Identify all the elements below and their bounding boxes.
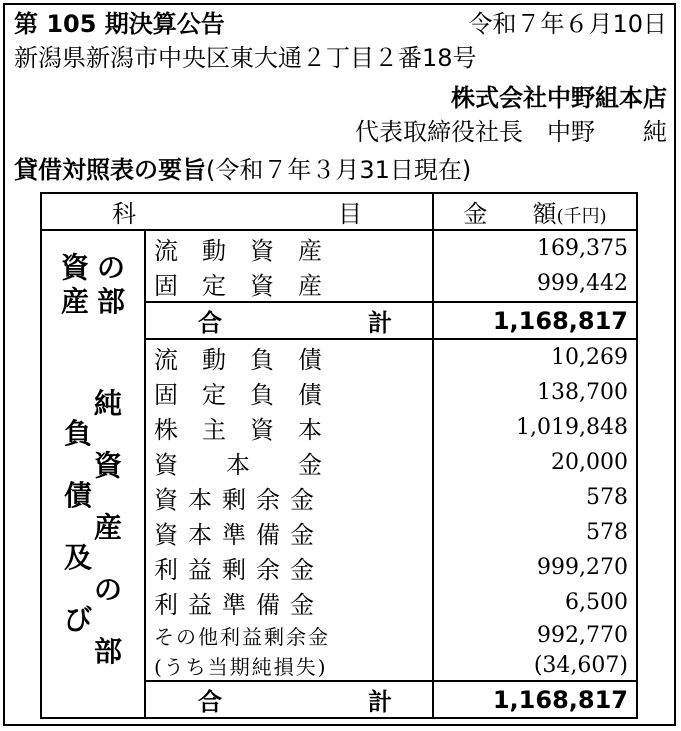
statement-heading [14,156,471,184]
liability-value: 138,700 [433,375,637,410]
liability-value: 10,269 [433,339,637,375]
subject-header-right: 目 [338,200,362,228]
subject-header [41,193,433,230]
equity-value: 578 [433,480,637,515]
total-left: 合 [198,309,222,337]
subject-header-left: 科 [112,200,136,228]
liability-label: 固 定 負 債 [154,381,322,409]
amount-header [433,193,637,230]
equity-value: (34,607) [433,650,637,681]
equity-label: 資本準備金 [154,521,324,549]
notice-title: 第 105 期決算公告 [14,10,225,38]
total-right: 計 [368,688,392,716]
equity-label: その他利益剰余金 [154,624,330,649]
statement-title: 貸借対照表の要旨 [14,156,206,184]
column-header-row [41,193,637,230]
balance-sheet-table [40,192,638,719]
notice-date: 令和７年６月10日 [468,10,667,38]
asset-value: 169,375 [433,230,637,266]
equity-value: 999,270 [433,550,637,585]
company-name: 株式会社中野組本店 [451,84,667,112]
total-left: 合 [198,688,222,716]
company-address: 新潟県新潟市中央区東大通２丁目２番18号 [14,44,477,72]
equity-value: 6,500 [433,585,637,620]
asset-row [41,230,637,266]
equity-label: 利益準備金 [154,591,324,619]
assets-section-label: 資 の 産 部 [41,230,145,339]
equity-label: (うち当期純損失) [154,654,328,679]
amount-header-left: 金 [463,200,488,228]
equity-label: 資 本 金 [154,451,322,479]
equity-label: 利益剰余金 [154,556,324,584]
statement-date: (令和７年３月31日現在) [206,156,472,184]
equity-value: 1,019,848 [433,410,637,445]
amount-header-right: 額 [532,200,557,228]
liabilities-section-label: 負 債 及 び 純 資 産 の 部 [41,339,145,718]
liabilities-total-value: 1,168,817 [433,681,637,718]
equity-value: 578 [433,515,637,550]
amount-unit: (千円) [556,206,607,227]
asset-label: 流 動 資 産 [154,237,322,265]
equity-value: 20,000 [433,445,637,480]
representative: 代表取締役社長 中野 純 [355,118,667,146]
equity-label: 株 主 資 本 [154,416,322,444]
assets-total-label [145,302,433,339]
asset-value: 999,442 [433,266,637,302]
total-right: 計 [368,309,392,337]
liability-row [41,339,637,375]
equity-label: 資本剰余金 [154,486,324,514]
equity-value: 992,770 [433,620,637,650]
liability-label: 流 動 負 債 [154,346,322,374]
liabilities-total-label [145,681,433,718]
asset-label: 固 定 資 産 [154,272,322,300]
assets-total-value: 1,168,817 [433,302,637,339]
